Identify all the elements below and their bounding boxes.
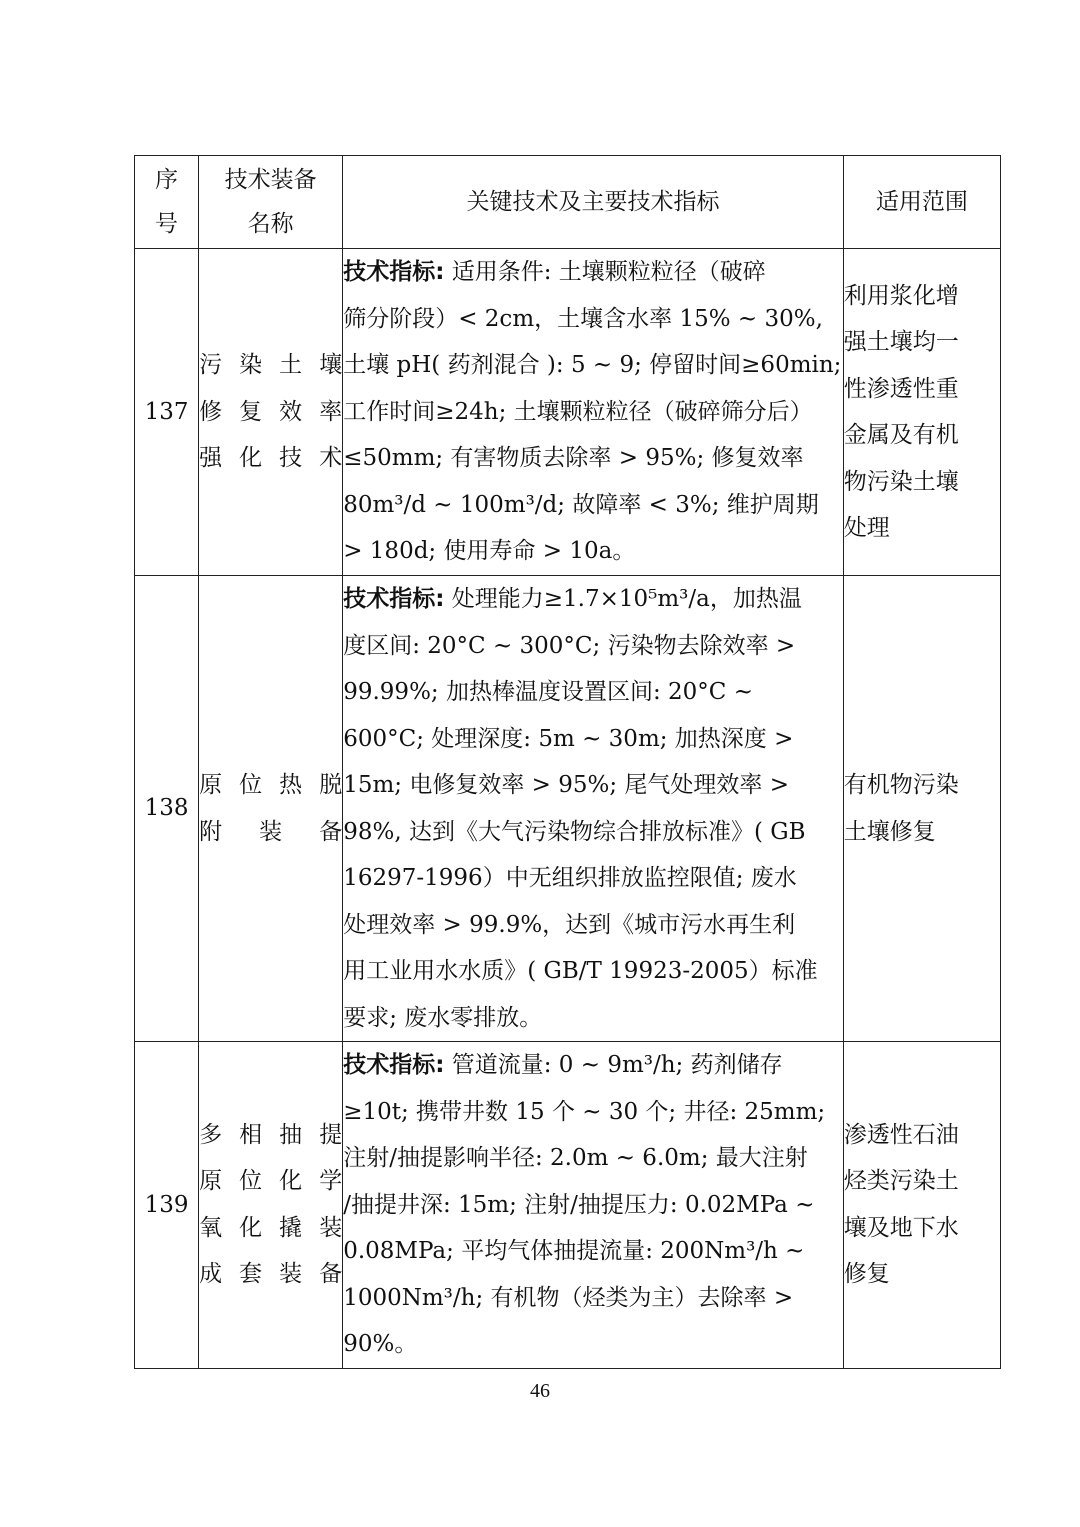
key-line: 90%。 bbox=[343, 1331, 418, 1357]
row-application-scope bbox=[843, 576, 1000, 1042]
key-line: ≥10t; 携带井数 15 个 ~ 30 个; 井径: 25mm; bbox=[343, 1098, 826, 1125]
row-equipment-name bbox=[199, 576, 343, 1042]
key-line: 98%, 达到《大气污染物综合排放标准》( GB bbox=[343, 818, 806, 845]
header-equipment-name bbox=[199, 156, 343, 249]
table-row bbox=[135, 1042, 1001, 1369]
table-row bbox=[135, 249, 1001, 576]
header-name-line-1: 技术装备 bbox=[224, 167, 317, 193]
key-line: 600°C; 处理深度: 5m ~ 30m; 加热深度 > bbox=[343, 725, 794, 752]
key-line: 工作时间≥24h; 土壤颗粒粒径（破碎筛分后） bbox=[343, 398, 813, 425]
row-equipment-name bbox=[199, 249, 343, 576]
header-serial-line-2: 号 bbox=[155, 211, 179, 237]
scope-line: 修复 bbox=[843, 1261, 890, 1288]
scope-line: 强土壤均一 bbox=[843, 329, 959, 355]
key-line: 1000Nm³/h; 有机物（烃类为主）去除率 > bbox=[343, 1284, 794, 1311]
key-line bbox=[343, 249, 843, 296]
header-key-technology: 关键技术及主要技术指标 bbox=[343, 156, 844, 249]
key-text: 处理能力≥1.7×10⁵m³/a，加热温 bbox=[444, 586, 802, 612]
row-application-scope bbox=[843, 1042, 1000, 1369]
scope-line: 利用浆化增 bbox=[843, 282, 959, 309]
scope-line: 渗透性石油 bbox=[843, 1121, 959, 1148]
key-line: 0.08MPa; 平均气体抽提流量: 200Nm³/h ~ bbox=[343, 1238, 805, 1264]
name-line: 附装备 bbox=[199, 818, 343, 845]
key-line bbox=[343, 1042, 843, 1089]
name-line: 修复效率 bbox=[199, 398, 343, 425]
name-line: 氧化撬装 bbox=[199, 1214, 343, 1241]
row-equipment-name bbox=[199, 1042, 343, 1369]
key-line: 99.99%; 加热棒温度设置区间: 20°C ~ bbox=[343, 679, 753, 705]
row-application-scope bbox=[843, 249, 1000, 576]
scope-line: 有机物污染 bbox=[843, 772, 959, 798]
name-line: 原位热脱 bbox=[199, 772, 343, 798]
key-line: 筛分阶段）< 2cm，土壤含水率 15% ~ 30%, bbox=[343, 305, 823, 332]
key-line: 处理效率 > 99.9%，达到《城市污水再生利 bbox=[343, 911, 796, 938]
key-line: /抽提井深: 15m; 注射/抽提压力: 0.02MPa ~ bbox=[343, 1191, 815, 1218]
key-text: 管道流量: 0 ~ 9m³/h; 药剂储存 bbox=[444, 1052, 783, 1078]
key-line bbox=[343, 576, 843, 623]
technical-equipment-table bbox=[134, 155, 1001, 1369]
key-line: 用工业用水水质》( GB/T 19923-2005）标准 bbox=[343, 958, 818, 984]
indicator-label: 技术指标: bbox=[343, 1052, 445, 1078]
header-serial-line-1: 序 bbox=[155, 167, 179, 193]
header-serial-number bbox=[135, 156, 199, 249]
key-line: 要求; 废水零排放。 bbox=[343, 1004, 543, 1031]
name-line: 多相抽提 bbox=[199, 1121, 343, 1148]
key-line: ≤50mm; 有害物质去除率 > 95%; 修复效率 bbox=[343, 445, 804, 472]
key-line: 土壤 pH( 药剂混合 ): 5 ~ 9; 停留时间≥60min; bbox=[343, 352, 842, 379]
key-line: 注射/抽提影响半径: 2.0m ~ 6.0m; 最大注射 bbox=[343, 1145, 808, 1171]
table-header-row bbox=[135, 156, 1001, 249]
header-name-line-2: 名称 bbox=[247, 211, 294, 237]
row-key-technology bbox=[343, 1042, 844, 1369]
scope-line: 金属及有机 bbox=[843, 422, 959, 448]
table-row bbox=[135, 576, 1001, 1042]
name-line: 强化技术 bbox=[199, 445, 343, 472]
name-line: 成套装备 bbox=[199, 1261, 343, 1288]
scope-line: 性渗透性重 bbox=[843, 375, 959, 402]
key-text: 适用条件: 土壤颗粒粒径（破碎 bbox=[444, 259, 766, 286]
key-line: 15m; 电修复效率 > 95%; 尾气处理效率 > bbox=[343, 772, 790, 798]
name-line: 污染土壤 bbox=[199, 352, 343, 379]
key-line: > 180d; 使用寿命 > 10a。 bbox=[343, 538, 636, 565]
name-line: 原位化学 bbox=[199, 1168, 343, 1195]
row-serial-number: 138 bbox=[135, 576, 199, 1042]
scope-line: 烃类污染土 bbox=[843, 1168, 959, 1195]
indicator-label: 技术指标: bbox=[343, 586, 445, 612]
scope-line: 土壤修复 bbox=[843, 818, 936, 845]
scope-line: 物污染土壤 bbox=[843, 468, 959, 495]
row-key-technology bbox=[343, 249, 844, 576]
row-key-technology bbox=[343, 576, 844, 1042]
page-number: 46 bbox=[530, 1380, 550, 1402]
indicator-label: 技术指标: bbox=[343, 259, 445, 286]
key-line: 度区间: 20°C ~ 300°C; 污染物去除效率 > bbox=[343, 632, 796, 659]
header-application-scope: 适用范围 bbox=[843, 156, 1000, 249]
row-serial-number: 137 bbox=[135, 249, 199, 576]
key-line: 16297-1996）中无组织排放监控限值; 废水 bbox=[343, 865, 797, 891]
scope-line: 处理 bbox=[843, 515, 890, 541]
row-serial-number: 139 bbox=[135, 1042, 199, 1369]
scope-line: 壤及地下水 bbox=[843, 1214, 959, 1241]
key-line: 80m³/d ~ 100m³/d; 故障率 < 3%; 维护周期 bbox=[343, 491, 819, 518]
